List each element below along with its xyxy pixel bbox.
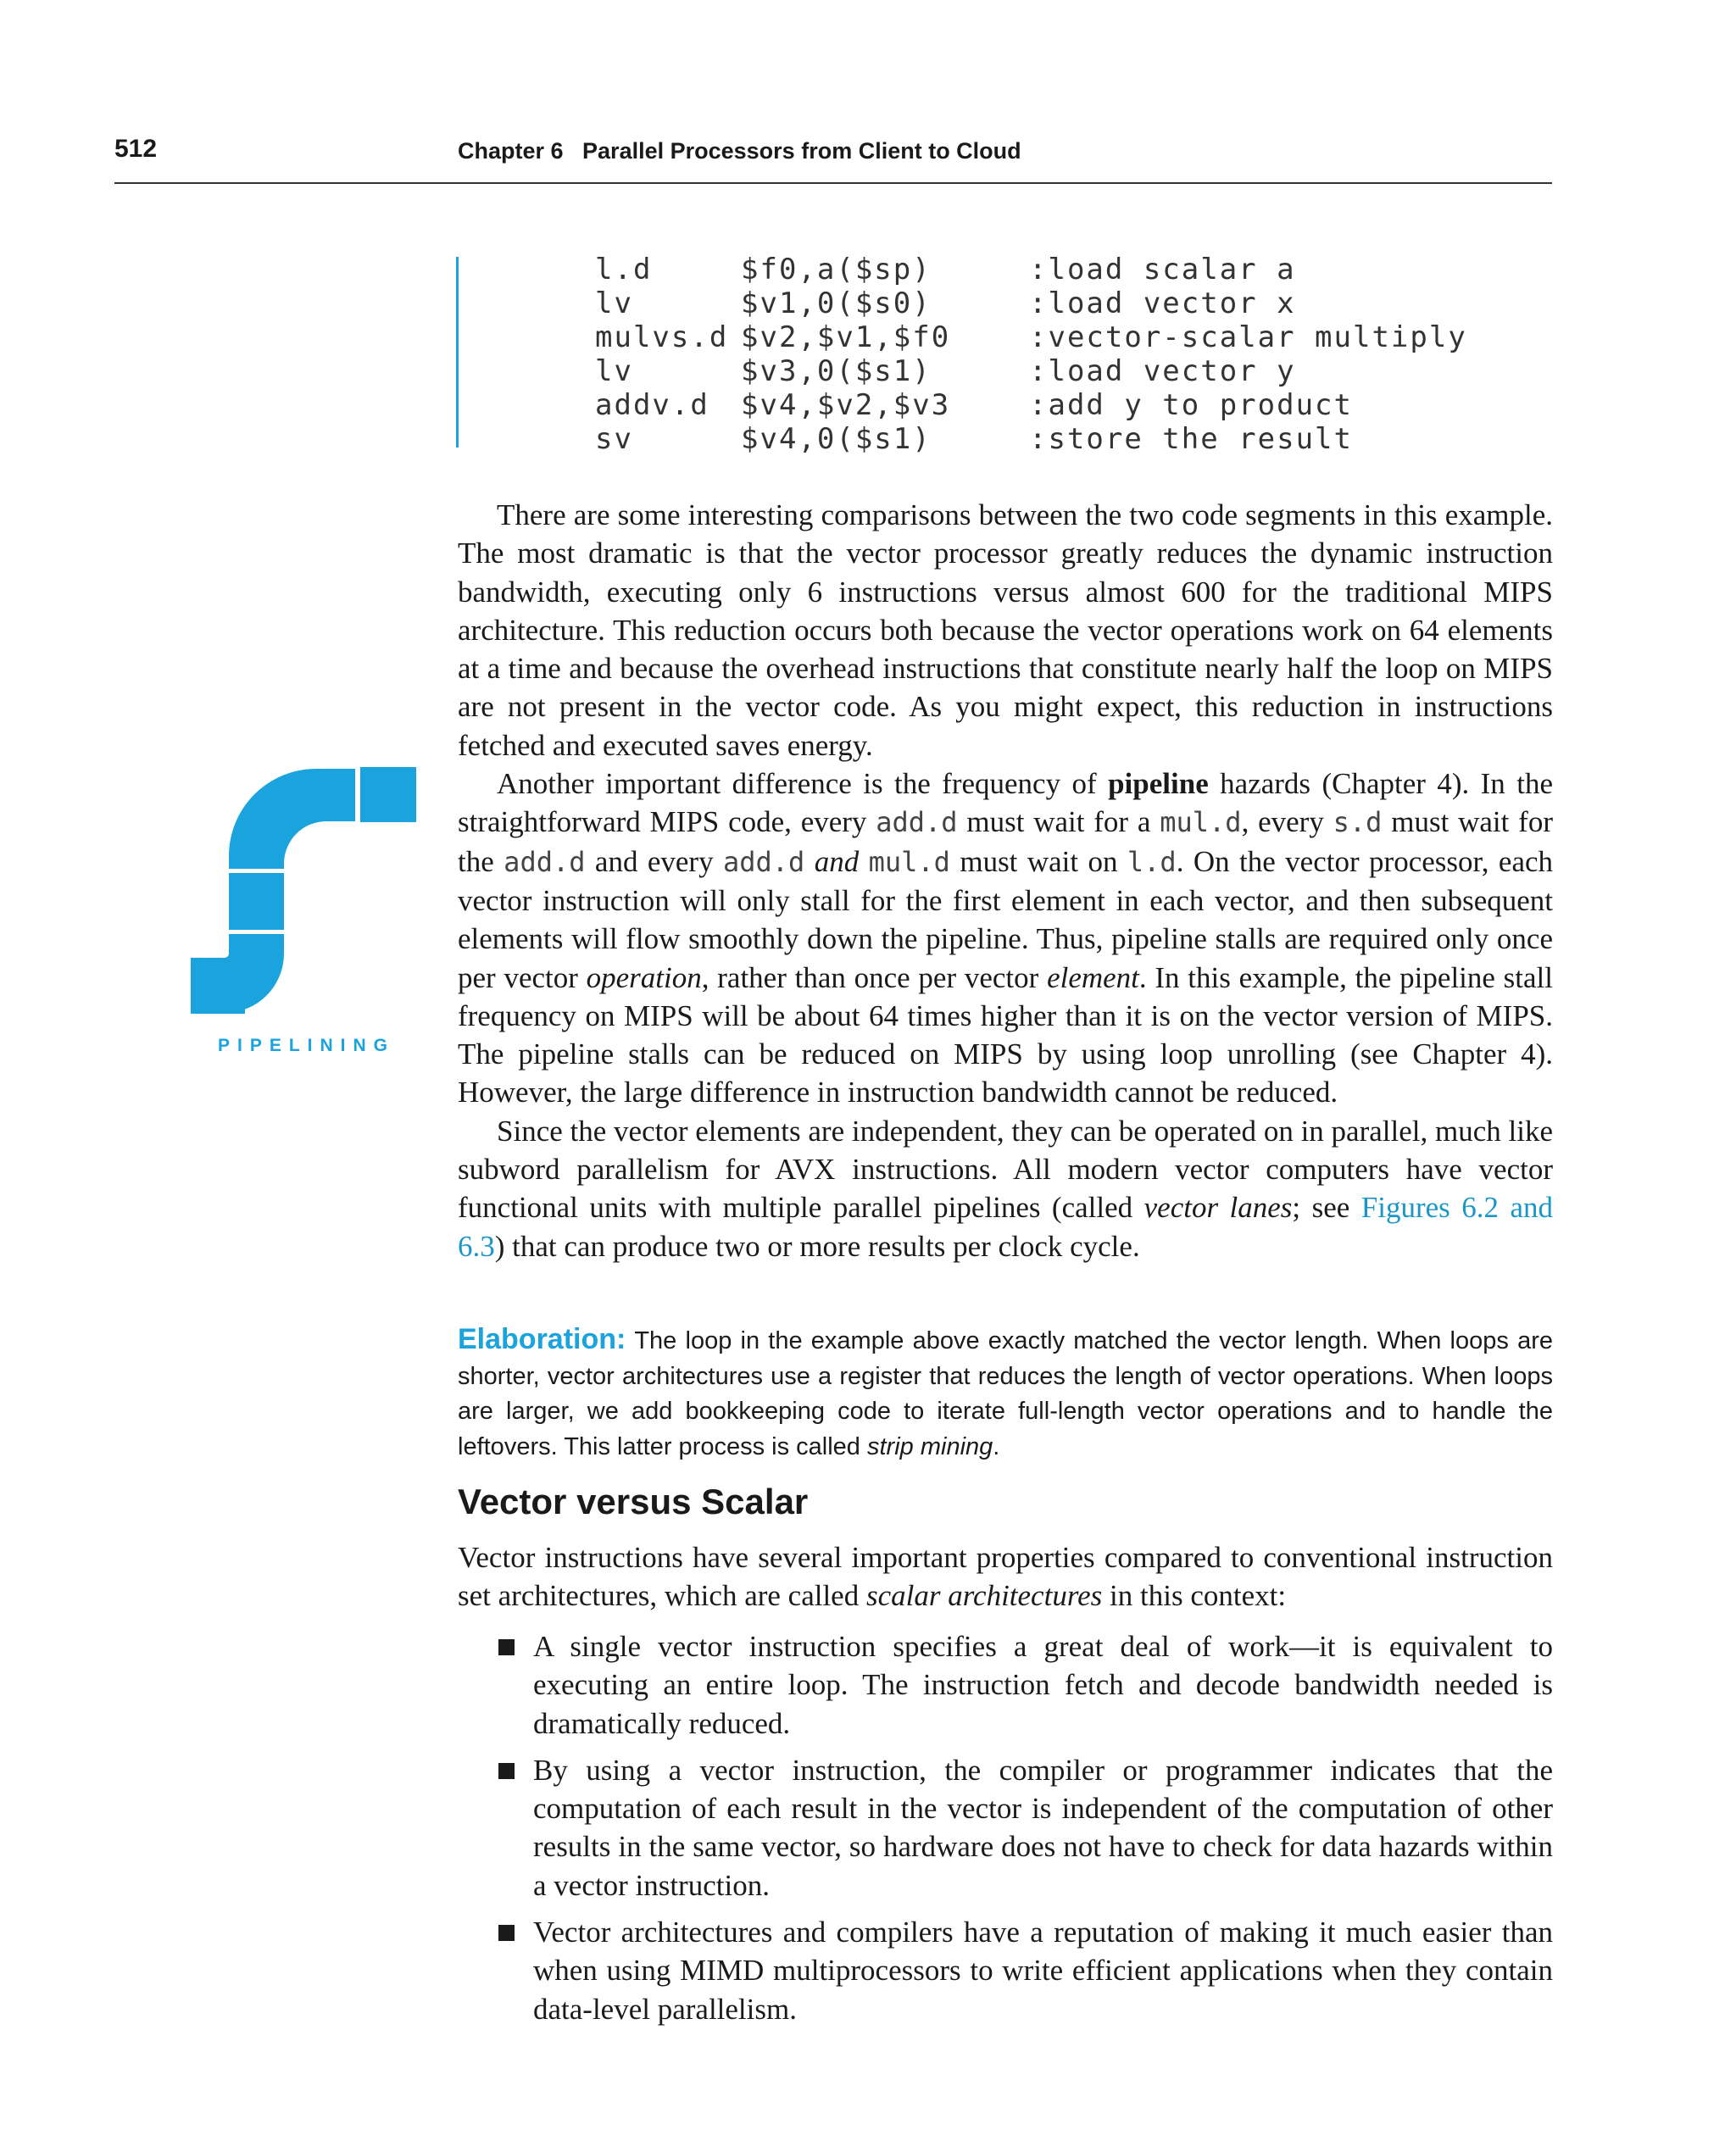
code-term: s.d [1333, 806, 1383, 839]
code-term: l.d [1127, 845, 1177, 878]
code-comment: :load vector x [1029, 286, 1296, 320]
square-bullet-icon [498, 1763, 515, 1779]
code-op: addv.d [595, 388, 709, 422]
page-number: 512 [114, 135, 158, 163]
code-line [595, 253, 1467, 286]
code-comment: :load scalar a [1029, 253, 1296, 286]
code-args: $v2,$v1,$f0 [741, 320, 951, 354]
code-op: lv [595, 354, 633, 388]
term-strip-mining: strip mining [867, 1432, 993, 1460]
code-line [595, 422, 1467, 456]
page-header [114, 131, 1552, 184]
list-item: Vector architectures and compilers have a reputation of making it much easier than when using MIMD multiprocessors to write efficient applications when they contain data-level parallelism. [498, 1913, 1553, 2028]
code-term: add.d [876, 806, 958, 839]
code-args: $v4,$v2,$v3 [741, 388, 951, 422]
paragraph-comparisons: There are some interesting comparisons between the two code segments in this example. The most dramatic is that the vector processor greatly reduces the dynamic instruction bandwidth, executing only 6 instructions versus almost 600 for the traditional MIPS architecture. This reduction occurs both because the vector operations work on 64 elements at a time and because the overhead instructions that constitute nearly half the loop on MIPS are not present in the vector code. As you might expect, this reduction in instructions fetched and executed saves energy. [458, 498, 1553, 762]
section-heading: Vector versus Scalar [458, 1482, 809, 1521]
code-term: add.d [504, 845, 586, 878]
code-op: sv [595, 422, 633, 456]
code-term: mul.d [1160, 806, 1242, 839]
code-op: mulvs.d [595, 320, 729, 354]
list-item: A single vector instruction specifies a great deal of work—it is equivalent to executing an entire loop. The instruction fetch and decode bandwidth needed is dramatically reduced. [498, 1627, 1553, 1743]
code-line [595, 320, 1467, 354]
code-line [595, 286, 1467, 320]
code-term: mul.d [868, 845, 950, 878]
code-block [595, 253, 1467, 456]
term-vector-lanes: vector lanes [1143, 1191, 1293, 1225]
code-term: add.d [722, 845, 805, 878]
pipelining-label: PIPELINING [218, 1036, 396, 1055]
code-line [595, 354, 1467, 388]
elaboration-label: Elaboration: [458, 1323, 626, 1355]
code-comment: :store the result [1029, 422, 1353, 456]
term-scalar-architectures: scalar architectures [865, 1579, 1103, 1613]
code-op: lv [595, 286, 633, 320]
code-op: l.d [595, 253, 653, 286]
code-args: $f0,a($sp) [741, 253, 932, 286]
code-block-bar [456, 257, 459, 448]
paragraph-vector-lanes: Since the vector elements are independent, they can be operated on in parallel, much like subword parallelism for AVX instructions. All modern vector computers have vector functional units with multiple parallel pipelines (called vector lanes; see Figures 6.2 and 6.3) that can produce two or more results per clock cycle. [458, 1114, 1553, 1263]
code-line [595, 388, 1467, 422]
code-comment: :add y to product [1029, 388, 1353, 422]
square-bullet-icon [498, 1925, 515, 1941]
body-text [458, 496, 1553, 1265]
square-bullet-icon [498, 1639, 515, 1655]
code-args: $v3,0($s1) [741, 354, 932, 388]
section-intro: Vector instructions have several important properties compared to conventional instruction set architectures, which are called scalar architectures in this context: [458, 1541, 1553, 1613]
term-pipeline: pipeline [1108, 767, 1209, 801]
property-list [498, 1627, 1553, 2037]
code-args: $v4,0($s1) [741, 422, 932, 456]
running-head: Chapter 6 Parallel Processors from Client to Cloud [458, 138, 1021, 164]
figure-link[interactable]: Figures 6.2 and 6.3 [458, 1191, 1553, 1263]
code-comment: :vector-scalar multiply [1029, 320, 1467, 354]
pipelining-icon [191, 767, 420, 1021]
paragraph-pipeline-hazards: Another important difference is the frequency of pipeline hazards (Chapter 4). In the straightforward MIPS code, every add.d must wait for a mul.d, every s.d must wait for the add.d and every add.d and mul.d must wait on l.d. On the vector processor, each vector instruction will only stall for the first element in each vector, and then subsequent elements will flow smoothly down the pipeline. Thus, pipeline stalls are required only once per vector operation, rather than once per vector element. In this example, the pipeline stall frequency on MIPS will be about 64 times higher than it is on the vector version of MIPS. The pipeline stalls can be reduced on MIPS by using loop unrolling (see Chapter 4). However, the large difference in instruction bandwidth cannot be reduced. [458, 767, 1554, 1109]
code-args: $v1,0($s0) [741, 286, 932, 320]
code-comment: :load vector y [1029, 354, 1296, 388]
list-item: By using a vector instruction, the compiler or programmer indicates that the computation of each result in the vector is independent of the computation of other results in the same vector, so hardware does not have to check for data hazards within a vector instruction. [498, 1751, 1553, 1905]
elaboration-block: Elaboration: The loop in the example above exactly matched the vector length. When loops are shorter, vector architectures use a register that reduces the length of vector operations. When loops are larger, we add bookkeeping code to iterate full-length vector operations and to handle the leftovers. This latter process is called strip mining. [458, 1323, 1553, 1460]
